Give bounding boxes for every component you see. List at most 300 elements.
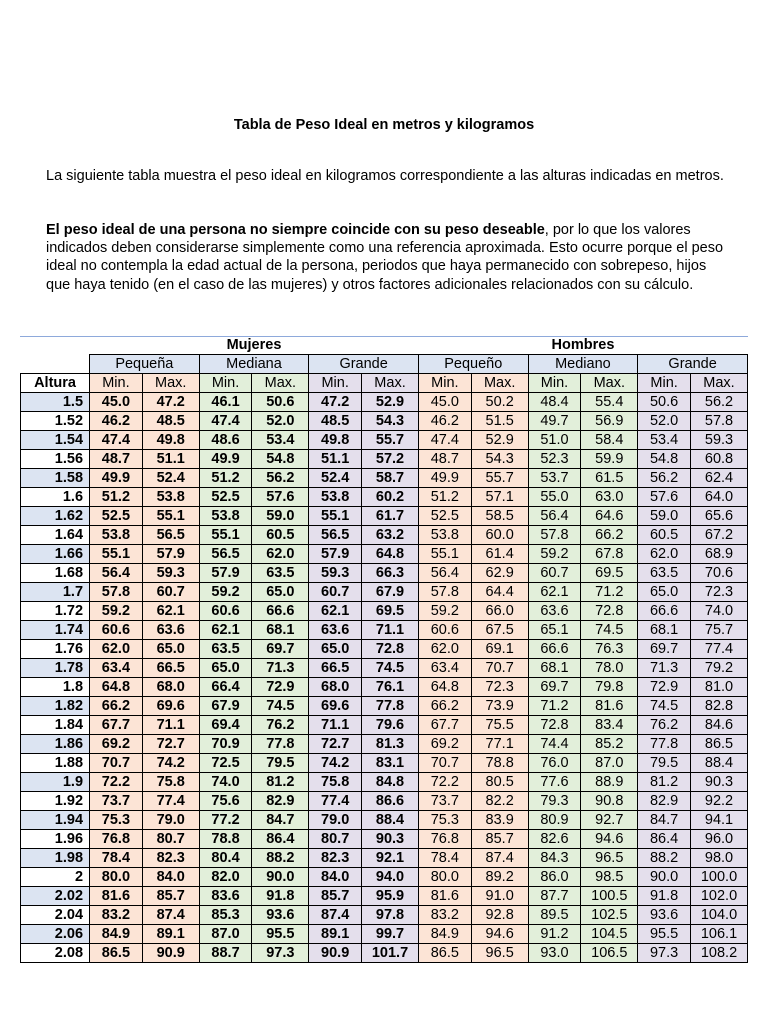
min-weight-cell: 77.2: [199, 811, 252, 830]
max-weight-cell: 64.8: [362, 545, 419, 564]
min-weight-cell: 91.2: [528, 925, 581, 944]
min-weight-cell: 45.0: [418, 393, 471, 412]
max-header: Max.: [362, 374, 419, 393]
height-cell: 1.64: [21, 526, 90, 545]
table-row: [21, 944, 748, 963]
max-weight-cell: 57.9: [142, 545, 199, 564]
note-text: , por lo que los valores indicados deben considerarse simplemente como una referencia aproximada. Esto ocurre porque el peso ideal no contempla la edad actual de la persona, periodos que haya permanecido con sobrepeso, hijos que haya tenido (en el caso de las mujeres) y otros factores adicionales relacionados con su cálculo.: [46, 222, 724, 293]
min-weight-cell: 84.9: [418, 925, 471, 944]
max-weight-cell: 67.9: [362, 583, 419, 602]
max-weight-cell: 55.4: [581, 393, 638, 412]
page-title: Tabla de Peso Ideal en metros y kilogramos: [233, 117, 535, 133]
max-weight-cell: 72.7: [142, 735, 199, 754]
max-weight-cell: 85.7: [471, 830, 528, 849]
table-row: [21, 716, 748, 735]
max-weight-cell: 74.0: [691, 602, 748, 621]
max-weight-cell: 77.4: [142, 792, 199, 811]
max-weight-cell: 91.8: [252, 887, 309, 906]
min-weight-cell: 56.5: [309, 526, 362, 545]
max-weight-cell: 79.5: [252, 754, 309, 773]
max-weight-cell: 55.7: [362, 431, 419, 450]
min-weight-cell: 62.1: [309, 602, 362, 621]
min-weight-cell: 49.9: [90, 469, 143, 488]
table-row: [21, 925, 748, 944]
max-weight-cell: 90.9: [142, 944, 199, 963]
height-cell: 1.86: [21, 735, 90, 754]
max-weight-cell: 77.8: [252, 735, 309, 754]
min-weight-cell: 90.9: [309, 944, 362, 963]
min-weight-cell: 66.2: [90, 697, 143, 716]
min-weight-cell: 80.7: [309, 830, 362, 849]
table-row: [21, 507, 748, 526]
min-weight-cell: 76.8: [418, 830, 471, 849]
min-weight-cell: 67.7: [90, 716, 143, 735]
min-weight-cell: 86.4: [638, 830, 691, 849]
min-weight-cell: 93.6: [638, 906, 691, 925]
min-weight-cell: 62.0: [418, 640, 471, 659]
min-weight-cell: 74.0: [199, 773, 252, 792]
max-weight-cell: 92.2: [691, 792, 748, 811]
min-weight-cell: 74.2: [309, 754, 362, 773]
min-weight-cell: 59.2: [199, 583, 252, 602]
table-row: [21, 868, 748, 887]
max-weight-cell: 62.9: [471, 564, 528, 583]
min-weight-cell: 60.6: [90, 621, 143, 640]
max-weight-cell: 52.0: [252, 412, 309, 431]
max-weight-cell: 97.8: [362, 906, 419, 925]
min-weight-cell: 68.0: [309, 678, 362, 697]
min-weight-cell: 64.8: [418, 678, 471, 697]
max-weight-cell: 56.2: [252, 469, 309, 488]
min-weight-cell: 53.8: [90, 526, 143, 545]
max-weight-cell: 74.5: [362, 659, 419, 678]
max-weight-cell: 74.5: [581, 621, 638, 640]
min-weight-cell: 56.5: [199, 545, 252, 564]
max-weight-cell: 100.0: [691, 868, 748, 887]
min-weight-cell: 81.6: [90, 887, 143, 906]
table-row: [21, 621, 748, 640]
max-weight-cell: 50.2: [471, 393, 528, 412]
min-weight-cell: 69.4: [199, 716, 252, 735]
min-weight-cell: 83.6: [199, 887, 252, 906]
max-weight-cell: 90.0: [252, 868, 309, 887]
frame-header-men-small: Pequeño: [418, 355, 528, 374]
min-weight-cell: 70.9: [199, 735, 252, 754]
min-weight-cell: 78.4: [90, 849, 143, 868]
max-weight-cell: 58.4: [581, 431, 638, 450]
min-weight-cell: 48.7: [90, 450, 143, 469]
height-cell: 1.7: [21, 583, 90, 602]
frame-header-women-large: Grande: [309, 355, 419, 374]
min-weight-cell: 53.8: [418, 526, 471, 545]
min-weight-cell: 57.9: [199, 564, 252, 583]
max-weight-cell: 79.0: [142, 811, 199, 830]
max-weight-cell: 82.8: [691, 697, 748, 716]
height-cell: 1.88: [21, 754, 90, 773]
min-weight-cell: 81.6: [418, 887, 471, 906]
max-weight-cell: 76.2: [252, 716, 309, 735]
min-weight-cell: 53.8: [199, 507, 252, 526]
min-weight-cell: 57.8: [90, 583, 143, 602]
min-weight-cell: 56.4: [90, 564, 143, 583]
max-weight-cell: 52.9: [471, 431, 528, 450]
max-weight-cell: 71.1: [142, 716, 199, 735]
max-weight-cell: 101.7: [362, 944, 419, 963]
max-weight-cell: 92.1: [362, 849, 419, 868]
min-weight-cell: 52.0: [638, 412, 691, 431]
min-weight-cell: 63.5: [638, 564, 691, 583]
min-weight-cell: 45.0: [90, 393, 143, 412]
min-weight-cell: 72.2: [90, 773, 143, 792]
max-weight-cell: 54.3: [362, 412, 419, 431]
min-weight-cell: 65.0: [638, 583, 691, 602]
max-weight-cell: 63.0: [581, 488, 638, 507]
max-weight-cell: 90.3: [362, 830, 419, 849]
min-weight-cell: 48.7: [418, 450, 471, 469]
max-weight-cell: 82.2: [471, 792, 528, 811]
height-cell: 1.58: [21, 469, 90, 488]
max-weight-cell: 86.5: [691, 735, 748, 754]
max-weight-cell: 88.4: [362, 811, 419, 830]
max-header: Max.: [142, 374, 199, 393]
min-weight-cell: 63.6: [309, 621, 362, 640]
min-weight-cell: 62.0: [90, 640, 143, 659]
min-weight-cell: 52.4: [309, 469, 362, 488]
height-cell: 1.8: [21, 678, 90, 697]
max-weight-cell: 66.6: [252, 602, 309, 621]
height-cell: 1.66: [21, 545, 90, 564]
max-weight-cell: 78.0: [581, 659, 638, 678]
max-weight-cell: 89.1: [142, 925, 199, 944]
max-weight-cell: 59.3: [142, 564, 199, 583]
min-weight-cell: 66.2: [418, 697, 471, 716]
height-cell: 1.56: [21, 450, 90, 469]
max-weight-cell: 65.6: [691, 507, 748, 526]
min-weight-cell: 49.9: [418, 469, 471, 488]
max-weight-cell: 47.2: [142, 393, 199, 412]
max-weight-cell: 89.2: [471, 868, 528, 887]
min-weight-cell: 51.2: [418, 488, 471, 507]
height-cell: 1.96: [21, 830, 90, 849]
min-weight-cell: 79.0: [309, 811, 362, 830]
max-weight-cell: 59.9: [581, 450, 638, 469]
max-weight-cell: 64.0: [691, 488, 748, 507]
min-weight-cell: 75.6: [199, 792, 252, 811]
max-weight-cell: 81.2: [252, 773, 309, 792]
max-weight-cell: 49.8: [142, 431, 199, 450]
max-weight-cell: 92.7: [581, 811, 638, 830]
min-weight-cell: 69.7: [528, 678, 581, 697]
min-weight-cell: 72.7: [309, 735, 362, 754]
min-weight-cell: 86.5: [90, 944, 143, 963]
min-weight-cell: 51.0: [528, 431, 581, 450]
height-cell: 1.52: [21, 412, 90, 431]
min-weight-cell: 71.2: [528, 697, 581, 716]
max-weight-cell: 51.5: [471, 412, 528, 431]
max-weight-cell: 71.1: [362, 621, 419, 640]
min-weight-cell: 64.8: [90, 678, 143, 697]
max-weight-cell: 72.8: [581, 602, 638, 621]
min-header: Min.: [90, 374, 143, 393]
max-header: Max.: [581, 374, 638, 393]
max-weight-cell: 82.3: [142, 849, 199, 868]
max-weight-cell: 90.8: [581, 792, 638, 811]
min-weight-cell: 69.6: [309, 697, 362, 716]
max-weight-cell: 61.5: [581, 469, 638, 488]
min-weight-cell: 59.0: [638, 507, 691, 526]
max-weight-cell: 69.1: [471, 640, 528, 659]
note-paragraph: [46, 221, 726, 294]
min-weight-cell: 95.5: [638, 925, 691, 944]
max-weight-cell: 102.5: [581, 906, 638, 925]
min-weight-cell: 80.4: [199, 849, 252, 868]
max-weight-cell: 94.1: [691, 811, 748, 830]
table-row: [21, 640, 748, 659]
min-weight-cell: 55.1: [90, 545, 143, 564]
max-weight-cell: 102.0: [691, 887, 748, 906]
max-weight-cell: 98.0: [691, 849, 748, 868]
min-weight-cell: 89.5: [528, 906, 581, 925]
min-weight-cell: 70.7: [418, 754, 471, 773]
max-weight-cell: 53.4: [252, 431, 309, 450]
max-weight-cell: 84.7: [252, 811, 309, 830]
max-weight-cell: 69.7: [252, 640, 309, 659]
table-row: [21, 526, 748, 545]
min-weight-cell: 72.5: [199, 754, 252, 773]
height-cell: 1.9: [21, 773, 90, 792]
max-weight-cell: 72.8: [362, 640, 419, 659]
height-cell: 1.92: [21, 792, 90, 811]
min-weight-cell: 81.2: [638, 773, 691, 792]
min-weight-cell: 63.5: [199, 640, 252, 659]
min-weight-cell: 53.4: [638, 431, 691, 450]
max-weight-cell: 79.8: [581, 678, 638, 697]
min-weight-cell: 82.0: [199, 868, 252, 887]
max-weight-cell: 75.5: [471, 716, 528, 735]
max-weight-cell: 56.5: [142, 526, 199, 545]
max-weight-cell: 87.4: [471, 849, 528, 868]
max-weight-cell: 66.5: [142, 659, 199, 678]
min-weight-cell: 57.9: [309, 545, 362, 564]
min-weight-cell: 60.6: [418, 621, 471, 640]
max-weight-cell: 96.5: [581, 849, 638, 868]
table-row: [21, 697, 748, 716]
max-weight-cell: 62.4: [691, 469, 748, 488]
min-weight-cell: 69.7: [638, 640, 691, 659]
max-weight-cell: 83.1: [362, 754, 419, 773]
min-weight-cell: 53.7: [528, 469, 581, 488]
women-group-header: Mujeres: [226, 337, 282, 353]
height-cell: 1.78: [21, 659, 90, 678]
max-weight-cell: 85.2: [581, 735, 638, 754]
min-weight-cell: 52.5: [418, 507, 471, 526]
max-weight-cell: 55.1: [142, 507, 199, 526]
height-cell: 1.68: [21, 564, 90, 583]
min-weight-cell: 59.2: [90, 602, 143, 621]
max-weight-cell: 68.1: [252, 621, 309, 640]
min-weight-cell: 65.0: [199, 659, 252, 678]
min-weight-cell: 84.3: [528, 849, 581, 868]
frame-header-women-medium: Mediana: [199, 355, 309, 374]
min-weight-cell: 83.2: [90, 906, 143, 925]
max-weight-cell: 69.5: [581, 564, 638, 583]
max-weight-cell: 77.1: [471, 735, 528, 754]
max-weight-cell: 92.8: [471, 906, 528, 925]
min-weight-cell: 84.7: [638, 811, 691, 830]
min-weight-cell: 77.4: [309, 792, 362, 811]
ideal-weight-table: [20, 336, 748, 963]
min-weight-cell: 72.2: [418, 773, 471, 792]
max-weight-cell: 80.5: [471, 773, 528, 792]
max-weight-cell: 62.1: [142, 602, 199, 621]
min-weight-cell: 82.9: [638, 792, 691, 811]
height-cell: 1.76: [21, 640, 90, 659]
max-header: Max.: [691, 374, 748, 393]
min-weight-cell: 63.4: [418, 659, 471, 678]
table-row: [21, 488, 748, 507]
table-row: [21, 849, 748, 868]
min-weight-cell: 70.7: [90, 754, 143, 773]
max-weight-cell: 66.0: [471, 602, 528, 621]
min-weight-cell: 75.8: [309, 773, 362, 792]
max-weight-cell: 55.7: [471, 469, 528, 488]
height-cell: 1.94: [21, 811, 90, 830]
max-weight-cell: 74.2: [142, 754, 199, 773]
max-weight-cell: 100.5: [581, 887, 638, 906]
min-weight-cell: 93.0: [528, 944, 581, 963]
max-weight-cell: 64.4: [471, 583, 528, 602]
max-weight-cell: 76.3: [581, 640, 638, 659]
max-weight-cell: 98.5: [581, 868, 638, 887]
max-weight-cell: 79.2: [691, 659, 748, 678]
max-weight-cell: 57.1: [471, 488, 528, 507]
max-weight-cell: 81.3: [362, 735, 419, 754]
min-weight-cell: 60.7: [528, 564, 581, 583]
max-weight-cell: 78.8: [471, 754, 528, 773]
min-weight-cell: 69.2: [90, 735, 143, 754]
max-header: Max.: [471, 374, 528, 393]
min-weight-cell: 56.4: [418, 564, 471, 583]
max-weight-cell: 70.7: [471, 659, 528, 678]
table-row: [21, 564, 748, 583]
min-weight-cell: 50.6: [638, 393, 691, 412]
min-weight-cell: 66.6: [528, 640, 581, 659]
min-weight-cell: 63.6: [528, 602, 581, 621]
min-header: Min.: [528, 374, 581, 393]
min-weight-cell: 76.8: [90, 830, 143, 849]
height-cell: 1.62: [21, 507, 90, 526]
max-weight-cell: 86.6: [362, 792, 419, 811]
max-weight-cell: 63.6: [142, 621, 199, 640]
min-weight-cell: 80.0: [418, 868, 471, 887]
min-weight-cell: 49.7: [528, 412, 581, 431]
min-weight-cell: 76.2: [638, 716, 691, 735]
height-cell: 2.02: [21, 887, 90, 906]
max-weight-cell: 73.9: [471, 697, 528, 716]
max-weight-cell: 65.0: [252, 583, 309, 602]
table-row: [21, 393, 748, 412]
min-weight-cell: 46.2: [418, 412, 471, 431]
min-header: Min.: [199, 374, 252, 393]
max-weight-cell: 106.5: [581, 944, 638, 963]
max-weight-cell: 69.6: [142, 697, 199, 716]
max-weight-cell: 99.7: [362, 925, 419, 944]
max-weight-cell: 104.0: [691, 906, 748, 925]
min-weight-cell: 52.3: [528, 450, 581, 469]
min-weight-cell: 60.5: [638, 526, 691, 545]
min-weight-cell: 74.4: [528, 735, 581, 754]
max-weight-cell: 93.6: [252, 906, 309, 925]
min-weight-cell: 84.9: [90, 925, 143, 944]
min-weight-cell: 78.8: [199, 830, 252, 849]
max-weight-cell: 87.4: [142, 906, 199, 925]
max-weight-cell: 65.0: [142, 640, 199, 659]
max-weight-cell: 96.5: [471, 944, 528, 963]
min-weight-cell: 88.7: [199, 944, 252, 963]
max-weight-cell: 94.6: [581, 830, 638, 849]
max-weight-cell: 63.2: [362, 526, 419, 545]
max-weight-cell: 59.0: [252, 507, 309, 526]
max-weight-cell: 77.8: [362, 697, 419, 716]
table-row: [21, 545, 748, 564]
min-weight-cell: 66.6: [638, 602, 691, 621]
min-weight-cell: 86.5: [418, 944, 471, 963]
min-weight-cell: 48.6: [199, 431, 252, 450]
min-weight-cell: 77.8: [638, 735, 691, 754]
min-weight-cell: 56.2: [638, 469, 691, 488]
max-weight-cell: 50.6: [252, 393, 309, 412]
min-weight-cell: 55.1: [418, 545, 471, 564]
max-weight-cell: 88.4: [691, 754, 748, 773]
height-cell: 1.5: [21, 393, 90, 412]
max-weight-cell: 71.3: [252, 659, 309, 678]
min-weight-cell: 48.4: [528, 393, 581, 412]
min-weight-cell: 91.8: [638, 887, 691, 906]
min-weight-cell: 46.1: [199, 393, 252, 412]
table-row: [21, 678, 748, 697]
max-weight-cell: 60.5: [252, 526, 309, 545]
table-row: [21, 583, 748, 602]
note-bold-text: El peso ideal de una persona no siempre coincide con su peso deseable: [46, 222, 545, 238]
min-weight-cell: 51.2: [90, 488, 143, 507]
min-weight-cell: 69.2: [418, 735, 471, 754]
max-weight-cell: 77.4: [691, 640, 748, 659]
max-weight-cell: 84.6: [691, 716, 748, 735]
min-header: Min.: [418, 374, 471, 393]
min-weight-cell: 52.5: [199, 488, 252, 507]
max-weight-cell: 82.9: [252, 792, 309, 811]
min-weight-cell: 68.1: [528, 659, 581, 678]
max-weight-cell: 83.9: [471, 811, 528, 830]
table-row: [21, 431, 748, 450]
max-weight-cell: 72.3: [691, 583, 748, 602]
max-header: Max.: [252, 374, 309, 393]
max-weight-cell: 75.8: [142, 773, 199, 792]
min-weight-cell: 66.5: [309, 659, 362, 678]
max-weight-cell: 57.6: [252, 488, 309, 507]
min-weight-cell: 83.2: [418, 906, 471, 925]
min-weight-cell: 89.1: [309, 925, 362, 944]
table-row: [21, 754, 748, 773]
max-weight-cell: 84.0: [142, 868, 199, 887]
min-weight-cell: 57.8: [528, 526, 581, 545]
min-weight-cell: 75.3: [90, 811, 143, 830]
max-weight-cell: 94.6: [471, 925, 528, 944]
height-cell: 1.54: [21, 431, 90, 450]
min-weight-cell: 75.3: [418, 811, 471, 830]
min-weight-cell: 62.0: [638, 545, 691, 564]
min-weight-cell: 57.8: [418, 583, 471, 602]
